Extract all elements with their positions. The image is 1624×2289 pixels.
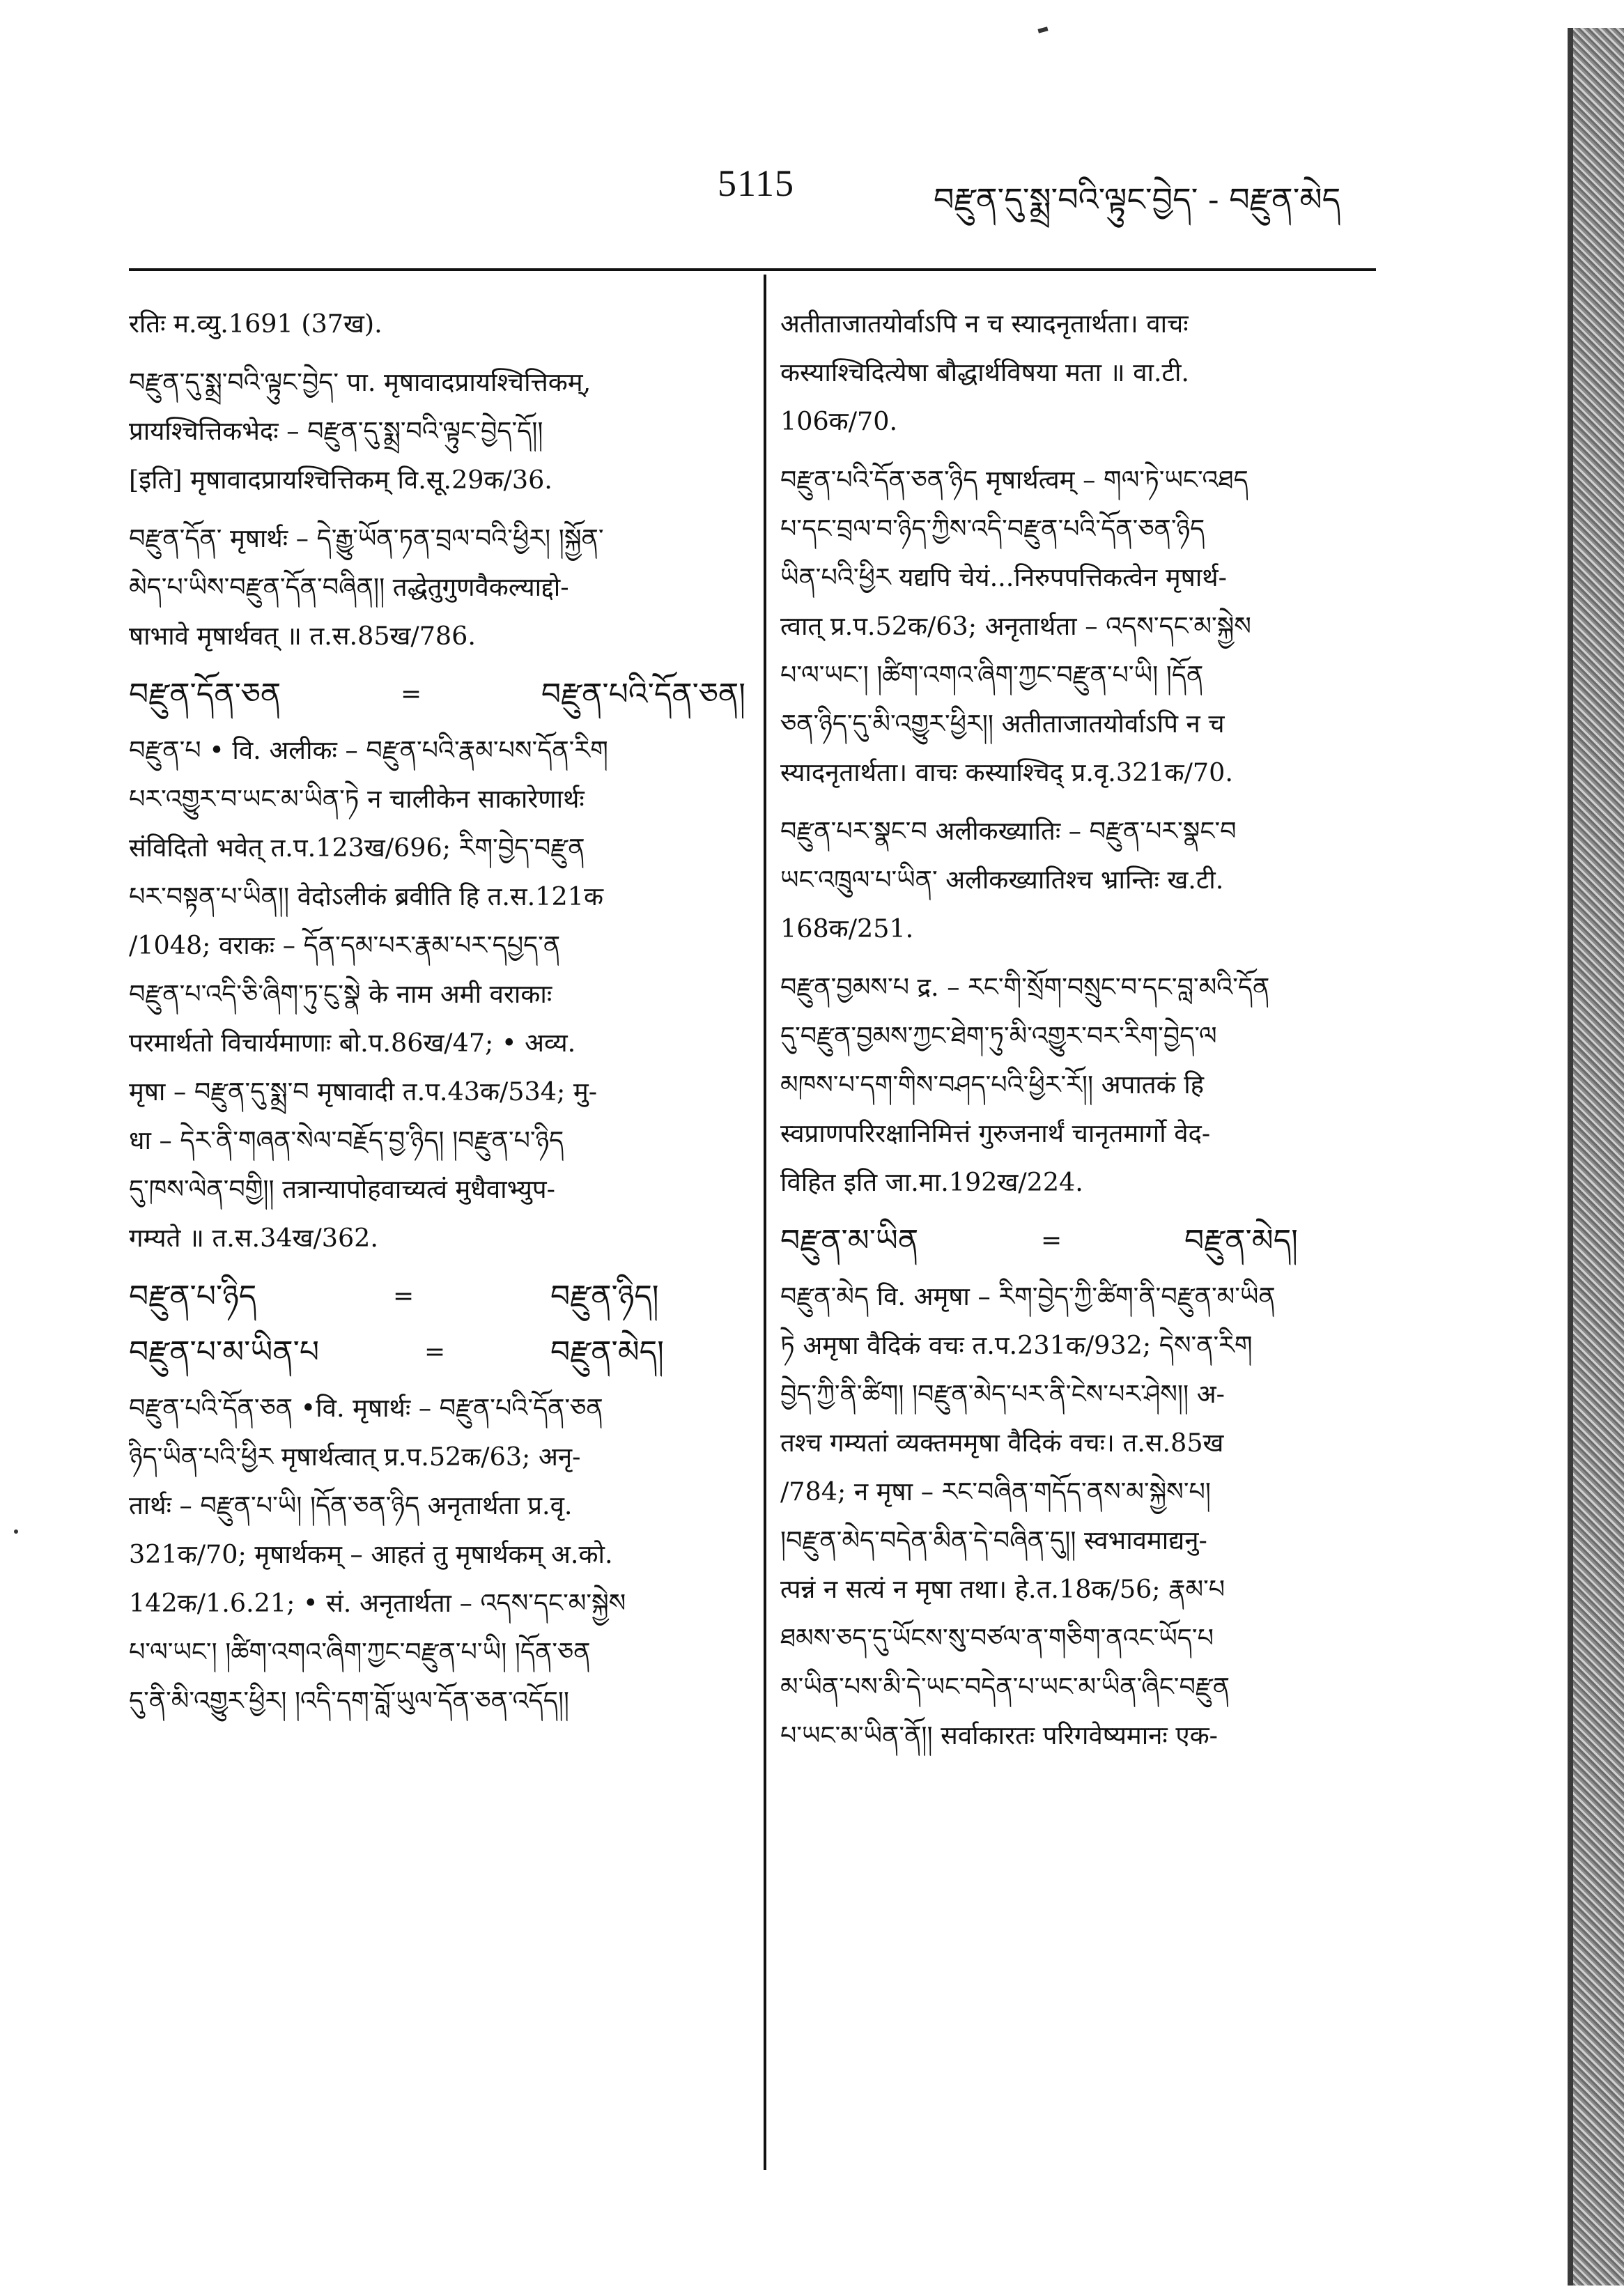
xref-headword: བརྫུན་མ་ཡིན [780, 1223, 919, 1258]
dictionary-entry [780, 456, 1379, 797]
xref-target: བརྫུན་ཉིད། [550, 1279, 659, 1314]
cross-reference-entry [129, 1272, 745, 1321]
entry-line: तश्च गम्यतां व्यक्तममृषा वैदिकं वचः। त.स.85ख [780, 1428, 1224, 1458]
entry-line: 168क/251. [780, 914, 914, 943]
entry-line: त्वात् प्र.प.52क/63; अनृतार्थता – འདས་དང་མ་སྐྱེས [780, 611, 1251, 641]
xref-equals: = [393, 1282, 415, 1311]
left-column [129, 300, 745, 1735]
entry-line: མེད་པ་ཡིས་བརྫུན་དོན་བཞིན།། तद्धेतुगुणवैकल्याद्दो- [129, 572, 569, 602]
entry-line: །བརྫུན་མེད་བདེན་མིན་དེ་བཞིན་དུ།། स्वभावमाद्यनु- [780, 1525, 1207, 1555]
dictionary-entry [780, 1272, 1379, 1760]
entry-line: ཏེ अमृषा वैदिकं वचः त.प.231क/932; དེས་ན་རིག [780, 1330, 1253, 1360]
cross-reference-entry [129, 670, 745, 719]
xref-headword: བརྫུན་པ་ཉིད [129, 1279, 257, 1314]
entry-line: པ་དང་བྲལ་བ་ཉིད་ཀྱིས་འདི་བརྫུན་པའི་དོན་ཅན་ཉིད [780, 514, 1205, 544]
cross-reference-entry [780, 1217, 1379, 1265]
entry-line: प्रायश्चित्तिकभेदः – བརྫུན་དུ་སྨྲ་བའི་ལྟུང་བྱེད་དོ།། [129, 416, 543, 446]
entry-line: ཡིན་པའི་ཕྱིར यद्यपि चेयं...निरुपपत्तिकत्वेन मृषार्थ- [780, 562, 1227, 592]
entry-line: संविदितो भवेत् त.प.123ख/696; རིག་བྱེད་བརྫུན [129, 833, 585, 863]
xref-headword: བརྫུན་པ་མ་ཡིན་པ [129, 1334, 320, 1370]
entry-line: དུ་ནི་མི་འགྱུར་ཕྱིར། །འདི་དག་བློ་ཡུལ་དོན་ཅན་འདོད།། [129, 1686, 570, 1716]
dictionary-entry [780, 300, 1379, 446]
entry-line: अतीताजातयोर्वाऽपि न च स्यादनृतार्थता। वाचः [780, 309, 1189, 339]
entry-line: པར་བསྟན་པ་ཡིན།། वेदोऽलीकं ब्रवीति हि त.स.121क [129, 881, 603, 911]
entry-line: /784; न मृषा – རང་བཞིན་གདོད་ནས་མ་སྐྱེས་པ། [780, 1477, 1211, 1506]
xref-target: བརྫུན་མེད། [550, 1334, 664, 1370]
dictionary-entry [129, 514, 745, 661]
header-rule [129, 268, 1376, 271]
xref-headword: བརྫུན་དོན་ཅན [129, 677, 281, 712]
entry-line: པ་ལ་ཡང་། །ཚིག་འགའ་ཞིག་ཀྱང་བརྫུན་པ་ཡི། །དོན་ཅན [129, 1637, 591, 1667]
right-column [780, 300, 1379, 1770]
xref-equals: = [400, 680, 422, 709]
entry-line: विहित इति जा.मा.192ख/224. [780, 1167, 1083, 1197]
entry-line: 106क/70. [780, 406, 898, 436]
entry-line: བརྫུན་པའི་དོན་ཅན •वि. मृषार्थः – བརྫུན་པའི་དོན་ཅན [129, 1393, 603, 1423]
entry-line: དུ་བརྫུན་བྱམས་ཀྱང་ཐེག་ཏུ་མི་འགྱུར་བར་རིག་བྱེད་ལ [780, 1021, 1217, 1051]
xref-target: བརྫུན་པའི་དོན་ཅན། [541, 677, 745, 712]
entry-line: ཐམས་ཅད་དུ་ཡོངས་སུ་བཙལ་ན་གཅིག་ནའང་ཡོད་པ [780, 1623, 1214, 1653]
dictionary-entry [129, 358, 745, 504]
entry-line: པ་ཡང་མ་ཡིན་ནོ།། सर्वाकारतः परिगवेष्यमानः एक- [780, 1720, 1218, 1750]
scan-dot [14, 1529, 18, 1534]
entry-line: त्पन्नं न सत्यं न मृषा तथा। हे.त.18क/56; རྣམ་པ [780, 1574, 1225, 1604]
entry-line: षाभावे मृषार्थवत् ॥ त.स.85ख/786. [129, 621, 476, 651]
scan-mark [1037, 26, 1048, 33]
entry-line: ཡང་འཁྲུལ་པ་ཡིན་ अलीकख्यातिश्च भ्रान्तिः ख.टी. [780, 865, 1224, 895]
entry-line: स्वप्राणपरिरक्षानिमित्तं गुरुजनार्थं चानृतमार्गो वेद- [780, 1118, 1211, 1148]
entry-line: तार्थः – བརྫུན་པ་ཡི། །དོན་ཅན་ཉིད अनृतार्थता प्र.वृ. [129, 1490, 573, 1520]
entry-line: 321क/70; मृषार्थकम् – आहतं तु मृषार्थकम् अ.को. [129, 1539, 613, 1569]
entry-line: मृषा – བརྫུན་དུ་སྨྲ་བ मृषावादी त.प.43क/534; मु- [129, 1077, 598, 1107]
running-head: བརྫུན་དུ་སྨྲ་བའི་ལྟུང་བྱེད་ - བརྫུན་མེད [934, 180, 1341, 218]
page-edge-shadow [1568, 28, 1573, 2286]
entry-line: པར་འགྱུར་བ་ཡང་མ་ཡིན་ཏེ न चालीकेन साकारेणार्थः [129, 784, 585, 814]
cross-reference-entry [129, 1328, 745, 1377]
entry-line: བརྫུན་མེད वि. अमृषा – རིག་བྱེད་ཀྱི་ཚིག་ནི་བརྫུན་མ་ཡིན [780, 1281, 1276, 1311]
entry-line: བརྫུན་དུ་སྨྲ་བའི་ལྟུང་བྱེད་ पा. मृषावादप्रायश्चित्तिकम्, [129, 367, 591, 397]
dictionary-entry [129, 726, 745, 1263]
entry-line: परमार्थतो विचार्यमाणाः बो.प.86ख/47; • अव्य. [129, 1028, 576, 1058]
entry-line: བརྫུན་པ • वि. अलीकः – བརྫུན་པའི་རྣམ་པས་དོན་རིག [129, 735, 608, 765]
entry-line: བྱེད་ཀྱི་ནི་ཚིག། །བརྫུན་མེད་པར་ནི་ངེས་པར་ཤེས།། अ- [780, 1379, 1225, 1409]
entry-line: བརྫུན་པའི་དོན་ཅན་ཉིད मृषार्थत्वम् – གལ་ཏེ་ཡང་འཐད [780, 465, 1248, 495]
entry-line: བརྫུན་པ་འདི་ཅི་ཞིག་ཏུ་ངུ་སྣེ के नाम अमी वराकाः [129, 979, 552, 1009]
entry-line: ཉིད་ཡིན་པའི་ཕྱིར मृषार्थत्वात् प्र.प.52क/63; अनृ- [129, 1442, 581, 1472]
entry-line: [इति] मृषावादप्रायश्चित्तिकम् वि.सू.29क/36. [129, 465, 552, 495]
page-edge-strip [1573, 28, 1624, 2286]
dictionary-entry [129, 1384, 745, 1725]
entry-line: བརྫུན་དོན་ मृषार्थः – དེ་རྒྱུ་ཡོན་ཏན་བྲལ་བའི་ཕྱིར། །སྐྱོན་ [129, 523, 604, 553]
entry-line: कस्याश्चिदित्येषा बौद्धार्थविषया मता ॥ वा.टी. [780, 357, 1190, 387]
dictionary-entry [780, 963, 1379, 1207]
entry-line: དུ་ཁས་ལེན་བགྱི།། तत्रान्यापोहवाच्यत्वं मुधैवाभ्युप- [129, 1174, 555, 1204]
entry-line: མཁས་པ་དག་གིས་བཤད་པའི་ཕྱིར་རོ།། अपातकं हि [780, 1070, 1205, 1100]
entry-line: गम्यते ॥ त.स.34ख/362. [129, 1223, 379, 1253]
entry-line: ཅན་ཉིད་དུ་མི་འགྱུར་ཕྱིར།། अतीताजातयोर्वाऽपि न च [780, 709, 1225, 739]
page-number: 5115 [718, 162, 794, 204]
xref-target: བརྫུན་མེད། [1184, 1223, 1298, 1258]
dictionary-entry [129, 300, 745, 348]
entry-line: 142क/1.6.21; • सं. अनृतार्थता – འདས་དང་མ་སྐྱེས [129, 1588, 626, 1618]
entry-line: བརྫུན་བྱམས་པ द्र. – རང་གི་སྲོག་བསྲུང་བ་དང་བླ་མའི་དོན [780, 972, 1270, 1002]
entry-line: स्यादनृतार्थता। वाचः कस्याश्चिद् प्र.वृ.321क/70. [780, 757, 1233, 787]
entry-line: धा – དེར་ནི་གཞན་སེལ་བརྗོད་བྱ་ཉིད། །བརྫུན་པ་ཉིད [129, 1125, 564, 1155]
entry-line: བརྫུན་པར་སྣང་བ अलीकख्यातिः – བརྫུན་པར་སྣང་བ [780, 816, 1237, 846]
column-divider [764, 275, 766, 2170]
xref-equals: = [1041, 1226, 1062, 1255]
dictionary-entry [780, 807, 1379, 953]
xref-equals: = [424, 1338, 446, 1366]
entry-line: པ་ལ་ཡང་། །ཚིག་འགའ་ཞིག་ཀྱང་བརྫུན་པ་ཡི། །དོན [780, 660, 1204, 690]
entry-line: མ་ཡིན་པས་མི་དེ་ཡང་བདེན་པ་ཡང་མ་ཡིན་ཞིང་བརྫུན [780, 1672, 1230, 1702]
entry-line: रतिः म.व्यु.1691 (37ख). [129, 309, 382, 339]
entry-line: /1048; वराकः – དོན་དམ་པར་རྣམ་པར་དཔྱད་ན [129, 930, 561, 960]
